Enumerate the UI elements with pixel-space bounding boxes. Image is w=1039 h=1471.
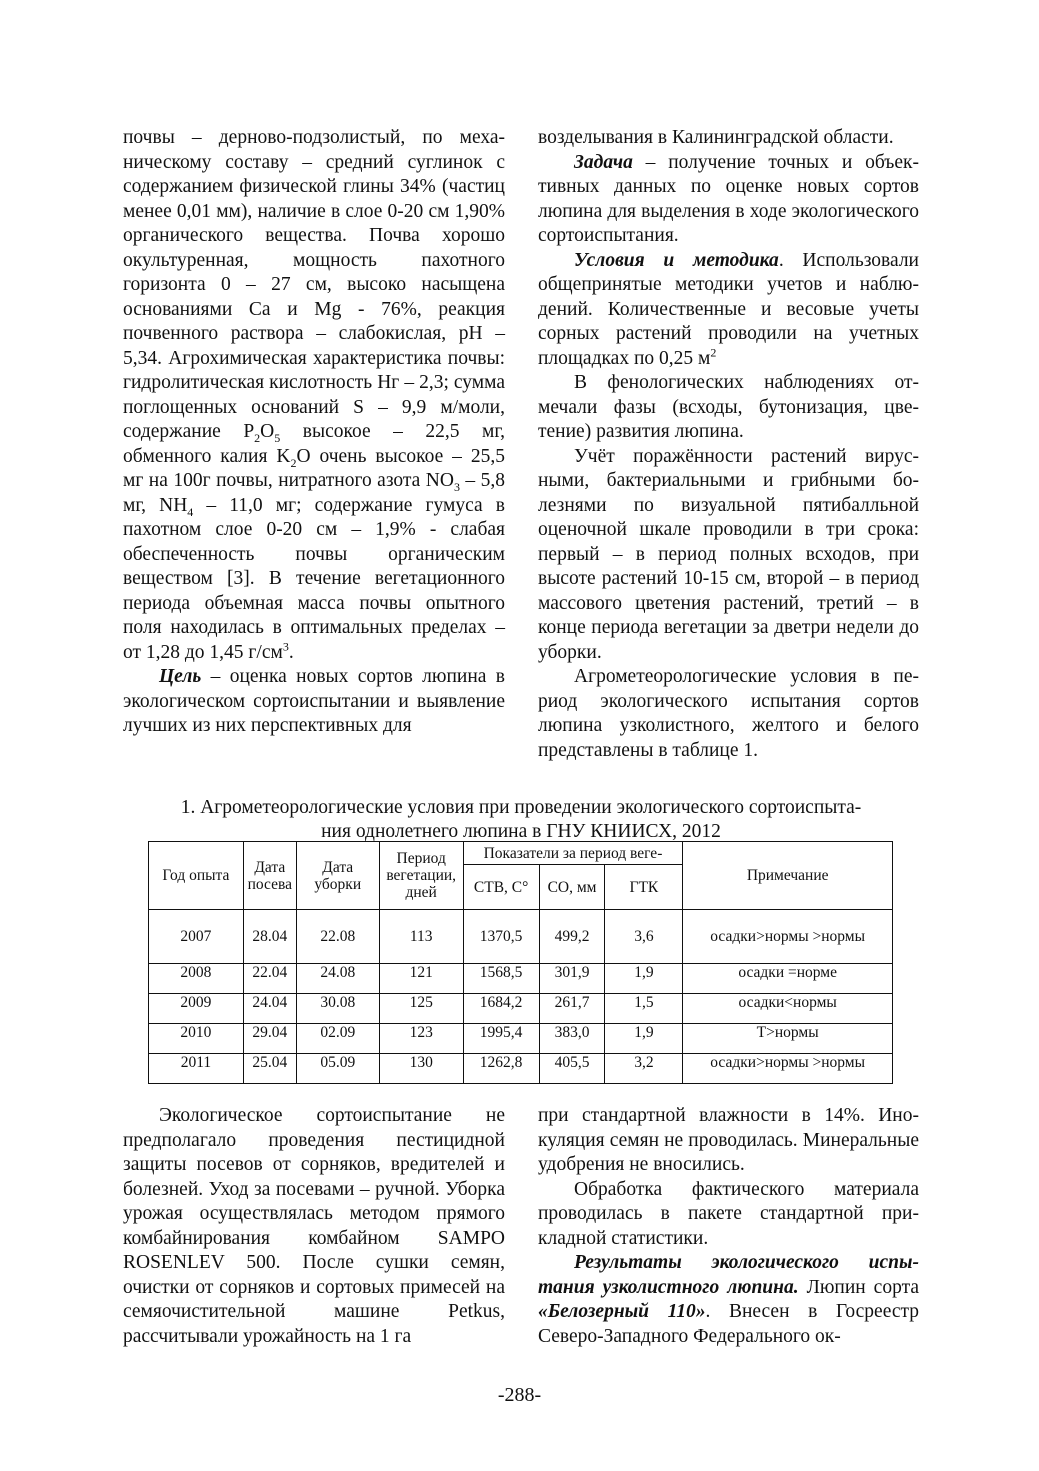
cell-co: 383,0 [539,1024,605,1054]
left-column-bottom [123,1104,505,1349]
cell-period: 113 [379,910,463,964]
paragraph-soil: почвы – дерново-подзолистый, по механическому составу – средний суглинок с содержанием физической глины 34% (частиц менее 0,01 мм), наличие в слое 0-20 см 1,90% органического вещества. Почва хорошо окультуренная, мощность пахотного горизонта 0 – 27 см, высоко насыщена основаниями Ca и Mg - 76%, реакция почвенного раствора – слабокислая, pH – 5,34. Агрохимическая характеристика почвы: гидролитическая кислотность Hг – 2,3; сумма поглощенных оснований S – 9,9 м/моли, содержание $P_2O_5$ высокое – 22,5 мг, обменного калия $K_2O$ очень высокое – 25,5 мг на 100г почвы, нитратного азота $NO_3 - 5,8$ мг, $NH_4 - 11,0$ мг; содержание гумуса в пахотном слое 0-20 см – 1,9% - слабая обеспеченность почвы органическим веществом [3]. В течение вегетационного периода объемная масса почвы опытного поля находилась в оптимальных пределах – от 1,28 до 1,45 $г/см^3$. [123,127,506,663]
cell-sow: 25.04 [243,1054,296,1084]
cell-year: 2009 [149,994,244,1024]
cell-note: T>нормы [683,1024,893,1054]
cell-year: 2010 [149,1024,244,1054]
header-harvest-date: Дата уборки [296,842,379,910]
table-row [149,964,893,994]
cell-year: 2008 [149,964,244,994]
page-number: -288- [497,1384,542,1406]
paragraph-disease: Учёт поражённости растений вирусными, бактериальными и грибными болезнями по визуальной пятибалльной оценочной шкале проводили в три срока: первый – в период полных всходов, при высоте растений 10-15 см, второй – в период массового цветения растений, третий – в конце периода вегетации за дветри недели до уборки. [538,445,919,663]
paragraph-region: возделывания в Калининградской области. [538,127,894,148]
table-caption: 1. Агрометеорологические условия при проведении экологического сортоиспыта- ния однолетнего люпина в ГНУ КНИИСХ, 2012 [180,797,862,842]
paragraph-field-trial: Экологическое сортоиспытание не предполагало проведения пестицидной защиты посевов от сорняков, вредителей и болезней. Уход за посевами – ручной. Уборка урожая осуществлялась методом прямого комбайнирования комбайном SAMPO ROSENLEV 500. После сушки семян, очистки от сорняков и сортовых примесей на семяочистительной машине Petkus, рассчитывали урожайность на 1 га [123,1105,505,1347]
cell-period: 123 [379,1024,463,1054]
cell-sow: 24.04 [243,994,296,1024]
paragraph-statistics: Обработка фактического материала проводилась в пакете стандартной прикладной статистики. [538,1178,919,1249]
cell-stv: 1995,4 [463,1024,539,1054]
cell-year: 2011 [149,1054,244,1084]
cell-year: 2007 [149,910,244,964]
cell-gtk: 1,9 [605,1024,683,1054]
cell-harvest: 30.08 [296,994,379,1024]
cell-note: осадки<нормы [683,994,893,1024]
right-column-top [538,126,919,763]
table-row [149,994,893,1024]
header-vegetation-period: Период вегетации, дней [379,842,463,910]
paragraph-agrometeo: Агрометеорологические условия в период экологического испытания сортов люпина узколистного, желтого и белого представлены в таблице 1. [538,666,919,761]
cell-co: 301,9 [539,964,605,994]
cell-co: 499,2 [539,910,605,964]
cell-stv: 1684,2 [463,994,539,1024]
cell-period: 125 [379,994,463,1024]
header-sowing-date: Дата посева [243,842,296,910]
header-note: Примечание [683,842,893,910]
cell-note: осадки =норме [683,964,893,994]
right-column-bottom [538,1104,919,1349]
cell-period: 130 [379,1054,463,1084]
header-gtk: ГТК [605,865,683,910]
table-row [149,1054,893,1084]
paragraph-task: Задача – получение точных и объективных данных по оценке новых сортов люпина для выделения в ходе экологического сортоиспытания. [538,151,919,246]
cell-sow: 22.04 [243,964,296,994]
cell-period: 121 [379,964,463,994]
cell-harvest: 05.09 [296,1054,379,1084]
left-column-top [123,126,505,739]
cell-sow: 28.04 [243,910,296,964]
cell-gtk: 3,6 [605,910,683,964]
cell-stv: 1370,5 [463,910,539,964]
paragraph-results: Результаты экологического испытания узколистного люпина. Люпин сорта «Белозерный 110». Внесен в Госреестр Северо-Западного Федерального ок- [538,1252,920,1347]
header-co: СО, мм [539,865,605,910]
table-row [149,910,893,964]
paragraph-goal: Цель – оценка новых сортов люпина в экологическом сортоиспытании и выявление лучших из них перспективных для [123,666,505,736]
cell-gtk: 1,9 [605,964,683,994]
header-indicators-group: Показатели за период веге- [463,842,683,865]
table-header-row [149,842,893,865]
cell-note: осадки>нормы >нормы [683,910,893,964]
cell-gtk: 1,5 [605,994,683,1024]
cell-harvest: 02.09 [296,1024,379,1054]
cell-stv: 1262,8 [463,1054,539,1084]
cell-stv: 1568,5 [463,964,539,994]
table-row [149,1024,893,1054]
cell-co: 405,5 [539,1054,605,1084]
header-stv: СТВ, С° [463,865,539,910]
cell-co: 261,7 [539,994,605,1024]
paragraph-methods: Условия и методика. Использовали общепринятые методики учетов и наблюдений. Количественные и весовые учеты сорных растений проводили на учетных площадках по 0,25 $м^2$ [538,249,919,369]
agrometeo-table [148,841,893,1084]
cell-note: осадки>нормы >нормы [683,1054,893,1084]
cell-sow: 29.04 [243,1024,296,1054]
paragraph-humidity: при стандартной влажности в 14%. Инокуляция семян не проводилась. Минеральные удобрения не вносились. [538,1105,919,1175]
cell-harvest: 22.08 [296,910,379,964]
paragraph-phenology: В фенологических наблюдениях отмечали фазы (всходы, бутонизация, цветение) развития люпина. [538,372,919,442]
cell-harvest: 24.08 [296,964,379,994]
cell-gtk: 3,2 [605,1054,683,1084]
header-year: Год опыта [149,842,244,910]
